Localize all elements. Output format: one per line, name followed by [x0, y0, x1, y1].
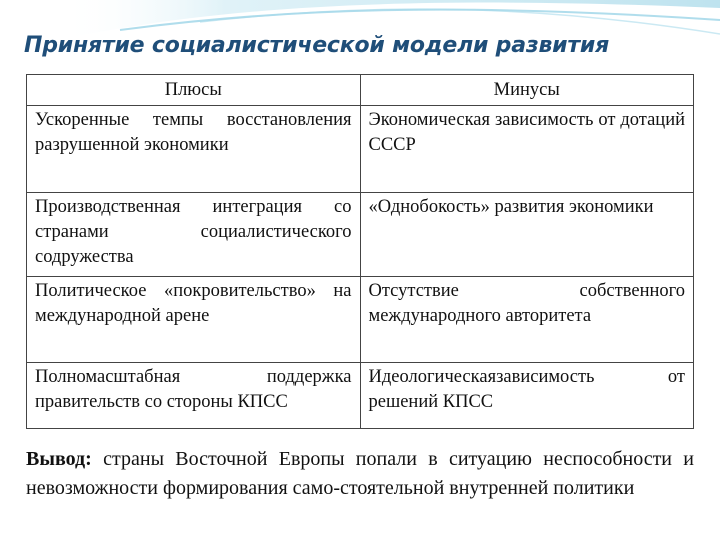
- conclusion-paragraph: [26, 445, 694, 503]
- table-row: [27, 277, 694, 363]
- con-cell: Отсутствие собственного международного авторитета: [360, 277, 694, 363]
- conclusion-label: Вывод:: [26, 448, 92, 470]
- pro-cell: Производственная интеграция со странами социалистического содружества: [27, 193, 361, 277]
- con-cell: Экономическая зависимость от дотаций СССР: [360, 106, 694, 193]
- pro-cell: Полномасштабная поддержка правительств со стороны КПСС: [27, 363, 361, 429]
- pros-cons-table: [26, 74, 694, 429]
- con-cell: Идеологическаязависимость от решений КПСС: [360, 363, 694, 429]
- table-row: [27, 106, 694, 193]
- pro-cell: Политическое «покровительство» на международной арене: [27, 277, 361, 363]
- con-cell: «Однобокость» развития экономики: [360, 193, 694, 277]
- table-header-row: [27, 75, 694, 106]
- table-row: [27, 363, 694, 429]
- slide-title: Принятие социалистической модели развития: [24, 33, 610, 58]
- table-row: [27, 193, 694, 277]
- header-cons: Минусы: [360, 75, 694, 106]
- header-pros: Плюсы: [27, 75, 361, 106]
- pro-cell: Ускоренные темпы восстановления разрушенной экономики: [27, 106, 361, 193]
- conclusion-text: страны Восточной Европы попали в ситуацию неспособности и невозможности формирования само-стоятельной внутренней политики: [26, 448, 695, 499]
